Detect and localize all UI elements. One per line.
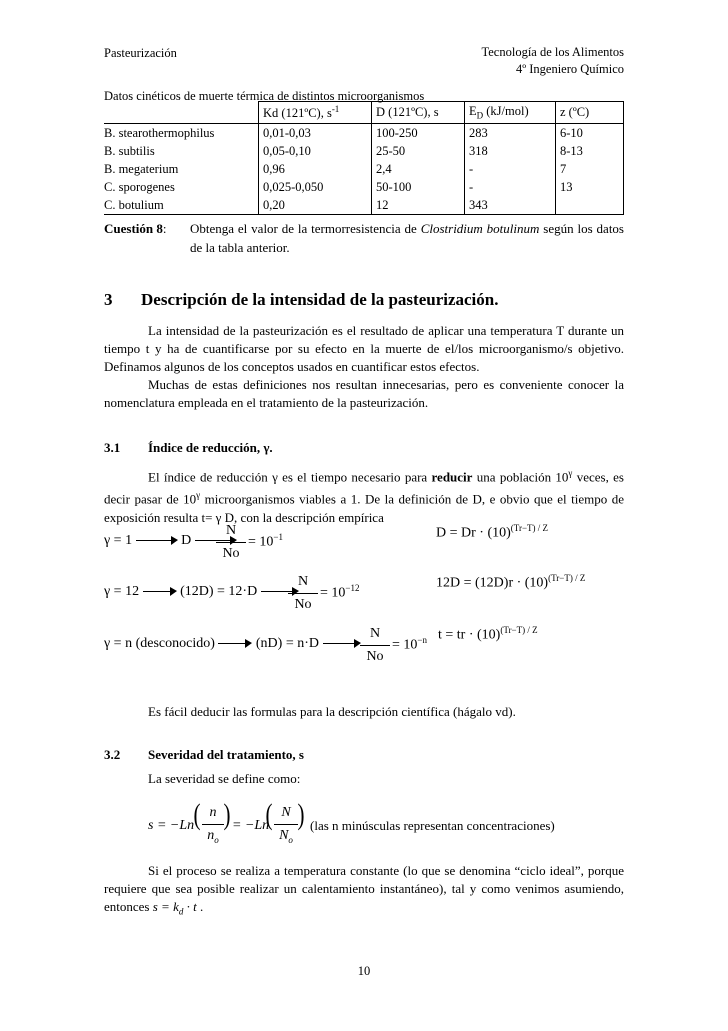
eq3-rhs bbox=[392, 634, 427, 656]
question-text bbox=[190, 220, 624, 258]
section-3-1-paragraph-1 bbox=[104, 464, 624, 527]
section-3-number: 3 bbox=[104, 290, 113, 309]
p32-eq-t: · t bbox=[183, 899, 197, 914]
eq1-rhs bbox=[248, 531, 283, 553]
header-ed: E bbox=[469, 104, 477, 118]
eq3-left bbox=[104, 634, 361, 654]
table-cell: B. megaterium bbox=[104, 161, 179, 176]
table-header-cell bbox=[259, 102, 372, 124]
eq3-rhs-text: = 10 bbox=[392, 637, 418, 653]
table-header-row bbox=[104, 102, 624, 124]
eq2-rhs bbox=[320, 582, 359, 604]
sev-den-1-base: n bbox=[207, 828, 215, 844]
table-cell: C. botulium bbox=[104, 196, 259, 215]
header-ed-unit: (kJ/mol) bbox=[483, 104, 529, 118]
eq3-fraction bbox=[360, 624, 390, 668]
section-3-1-number: 3.1 bbox=[104, 440, 121, 455]
paren-right: ) bbox=[223, 798, 231, 831]
severity-fraction-2 bbox=[274, 803, 298, 847]
table-cell: 343 bbox=[465, 196, 556, 215]
table-row bbox=[104, 178, 624, 196]
fraction-bar bbox=[274, 824, 298, 825]
eq2-exp: −12 bbox=[345, 583, 360, 593]
severity-eq-s: s = −Ln bbox=[148, 818, 195, 833]
eq1-left-text: γ = 1 bbox=[104, 533, 133, 548]
eq2-rhs-text: = 10 bbox=[320, 585, 346, 601]
p31-bold: reducir bbox=[431, 469, 473, 485]
eq2-right-text: 12D = (12D)r · (10) bbox=[436, 575, 549, 591]
fraction-bar bbox=[360, 645, 390, 646]
arrow-icon bbox=[143, 587, 177, 597]
section-3-1-title: Índice de reducción, γ. bbox=[148, 440, 273, 455]
section-3-2-paragraph-2 bbox=[104, 862, 624, 921]
section-3-paragraph-1: La intensidad de la pasteurización es el resultado de aplicar una temperatura T durante un tiempo t y ha de cuantificarse por su efecto en la muerte de el/los microorganismo/s objetivo. Definamos algunos de los conceptos usados en cuantificar estos efectos. bbox=[104, 323, 624, 374]
table-cell: 283 bbox=[465, 123, 556, 142]
eq2-num: N bbox=[297, 574, 309, 589]
arrow-icon bbox=[218, 639, 252, 649]
eq3-den: No bbox=[366, 649, 384, 665]
table-cell bbox=[556, 196, 624, 215]
table-cell: 12 bbox=[372, 196, 465, 215]
sev-num-2: N bbox=[281, 805, 291, 820]
eq2-right bbox=[436, 572, 585, 594]
table-row bbox=[104, 142, 624, 160]
eq3-right bbox=[438, 624, 538, 646]
p31-sup2: γ bbox=[196, 490, 201, 501]
table-cell: B. stearothermophilus bbox=[104, 123, 259, 142]
eq1-right-text: D = Dr · (10) bbox=[436, 525, 511, 541]
severity-note: (las n minúsculas representan concentraciones) bbox=[310, 818, 555, 833]
eq1-right-exp: (Tr−T) / Z bbox=[510, 523, 549, 533]
table-cell: - bbox=[465, 160, 556, 178]
question-colon: : bbox=[162, 221, 167, 236]
eq1-num: N bbox=[225, 523, 237, 538]
p32-end: . bbox=[196, 899, 204, 914]
p31-a: El índice de reducción γ es el tiempo necesario para bbox=[148, 469, 432, 485]
sev-den-2-sub: o bbox=[288, 835, 293, 846]
table-header-cell: z (ºC) bbox=[556, 102, 624, 124]
table-cell: 0,96 bbox=[259, 160, 372, 178]
table-cell: 100-250 bbox=[372, 123, 465, 142]
section-3-paragraph-2: Muchas de estas definiciones nos resultan innecesarias, pero es conveniente conocer la nomenclatura empleada en el tratamiento de la pasteurización. bbox=[104, 377, 624, 410]
eq3-left-text: γ = n (desconocido) bbox=[104, 636, 215, 651]
paren-left: ( bbox=[193, 798, 201, 831]
eq1-fraction bbox=[216, 521, 246, 565]
header-kd-sup: -1 bbox=[331, 103, 340, 114]
eq2-right-exp: (Tr−T) / Z bbox=[548, 573, 586, 583]
eq2-left bbox=[104, 582, 299, 602]
p31-b: una población 10 bbox=[472, 469, 569, 485]
p32-a: Si el proceso se realiza a temperatura constante (lo que se denomina “ciclo ideal”, porque requiere que sea posible realizar un calentamiento instantáneo), tal y como venimos asumiendo, entonces bbox=[104, 863, 624, 914]
table-cell: 13 bbox=[556, 178, 624, 196]
page-number: 10 bbox=[357, 964, 371, 978]
eq1-exp: −1 bbox=[273, 532, 283, 542]
fraction-bar bbox=[288, 593, 318, 594]
table-row bbox=[104, 123, 624, 142]
table-cell: - bbox=[465, 178, 556, 196]
p32-eq-s: s = k bbox=[152, 899, 179, 914]
table-cell: 0,05-0,10 bbox=[259, 142, 372, 160]
eq3-exp: −n bbox=[417, 635, 427, 645]
table-cell: B. subtilis bbox=[104, 143, 155, 158]
arrow-icon bbox=[323, 639, 361, 649]
kinetics-table bbox=[104, 101, 624, 215]
eq2-fraction bbox=[288, 572, 318, 616]
table-cell: 7 bbox=[556, 160, 624, 178]
header-right-line1: Tecnología de los Alimentos bbox=[481, 45, 624, 59]
eq3-right-exp: (Tr−T) / Z bbox=[500, 625, 538, 635]
sev-num-1: n bbox=[209, 805, 217, 820]
table-cell: 0,20 bbox=[259, 196, 372, 215]
eq3-num: N bbox=[369, 626, 381, 641]
eq1-right bbox=[436, 522, 548, 544]
section-3-2-title: Severidad del tratamiento, s bbox=[148, 747, 304, 762]
section-3-1-paragraph-2: Es fácil deducir las formulas para la descripción científica (hágalo vd). bbox=[148, 704, 516, 719]
table-row bbox=[104, 196, 624, 215]
header-left: Pasteurización bbox=[104, 46, 177, 60]
fraction-bar bbox=[216, 542, 246, 543]
table-header-cell: D (121ºC), s bbox=[372, 102, 465, 124]
header-ed-sub: D bbox=[476, 110, 484, 121]
table-header-cell bbox=[104, 102, 259, 124]
section-3-title: Descripción de la intensidad de la pasteurización. bbox=[141, 290, 499, 309]
question-text-a: Obtenga el valor de la termorresistencia de bbox=[190, 221, 421, 236]
eq2-left-text: γ = 12 bbox=[104, 584, 140, 599]
eq3-mid: (nD) = n·D bbox=[255, 636, 319, 651]
header-right bbox=[481, 44, 624, 78]
eq1-mid: D bbox=[181, 533, 192, 548]
header-kd: Kd (121ºC), s bbox=[263, 105, 332, 120]
fraction-bar bbox=[202, 824, 224, 825]
question-text-b: según los datos de la tabla anterior. bbox=[190, 221, 624, 255]
section-3-2-paragraph-1: La severidad se define como: bbox=[148, 771, 301, 786]
p31-sup1: γ bbox=[568, 468, 573, 478]
severity-fraction-1 bbox=[202, 803, 224, 847]
sev-den-1 bbox=[202, 826, 224, 847]
sev-den-2 bbox=[274, 826, 298, 847]
header-right-line2: 4º Ingeniero Químico bbox=[515, 61, 624, 76]
table-row bbox=[104, 160, 624, 178]
sev-den-2-base: N bbox=[279, 828, 289, 844]
table-cell: 25-50 bbox=[372, 142, 465, 160]
table-cell: 0,01-0,03 bbox=[259, 123, 372, 142]
eq1-rhs-text: = 10 bbox=[248, 534, 274, 550]
table-caption: Datos cinéticos de muerte térmica de distintos microorganismos bbox=[104, 89, 425, 103]
table-cell: 8-13 bbox=[556, 142, 624, 160]
severity-eq-mid: = −Ln bbox=[232, 818, 270, 833]
table-cell: 6-10 bbox=[556, 123, 624, 142]
table-cell: 318 bbox=[465, 142, 556, 160]
eq3-right-text: t = tr · (10) bbox=[438, 627, 501, 643]
p31-c: veces, es decir pasar de 10 bbox=[104, 469, 624, 507]
p32-eq bbox=[152, 899, 197, 917]
table-cell: C. sporogenes bbox=[104, 179, 175, 194]
eq1-den: No bbox=[222, 546, 240, 562]
table-header-cell bbox=[465, 102, 556, 124]
arrow-icon bbox=[136, 536, 178, 546]
eq2-den: No bbox=[294, 597, 312, 613]
paren-left: ( bbox=[265, 798, 273, 831]
section-3-2-number: 3.2 bbox=[104, 747, 121, 762]
p31-d: microorganismos viables a 1. De la definición de D, e obvio que el tiempo de exposición resulta t= γ D, con la descripción empírica bbox=[104, 491, 624, 525]
sev-den-1-sub: o bbox=[214, 835, 219, 846]
table-cell: 2,4 bbox=[372, 160, 465, 178]
question-label-text: Cuestión 8 bbox=[104, 221, 163, 236]
question-label bbox=[104, 220, 167, 239]
p32-eq-sub: d bbox=[178, 906, 184, 917]
question-text-italic: Clostridium botulinum bbox=[420, 221, 540, 236]
paren-right: ) bbox=[297, 798, 305, 831]
table-cell: 50-100 bbox=[372, 178, 465, 196]
eq2-mid: (12D) = 12·D bbox=[180, 584, 258, 599]
table-cell: 0,025-0,050 bbox=[259, 178, 372, 196]
